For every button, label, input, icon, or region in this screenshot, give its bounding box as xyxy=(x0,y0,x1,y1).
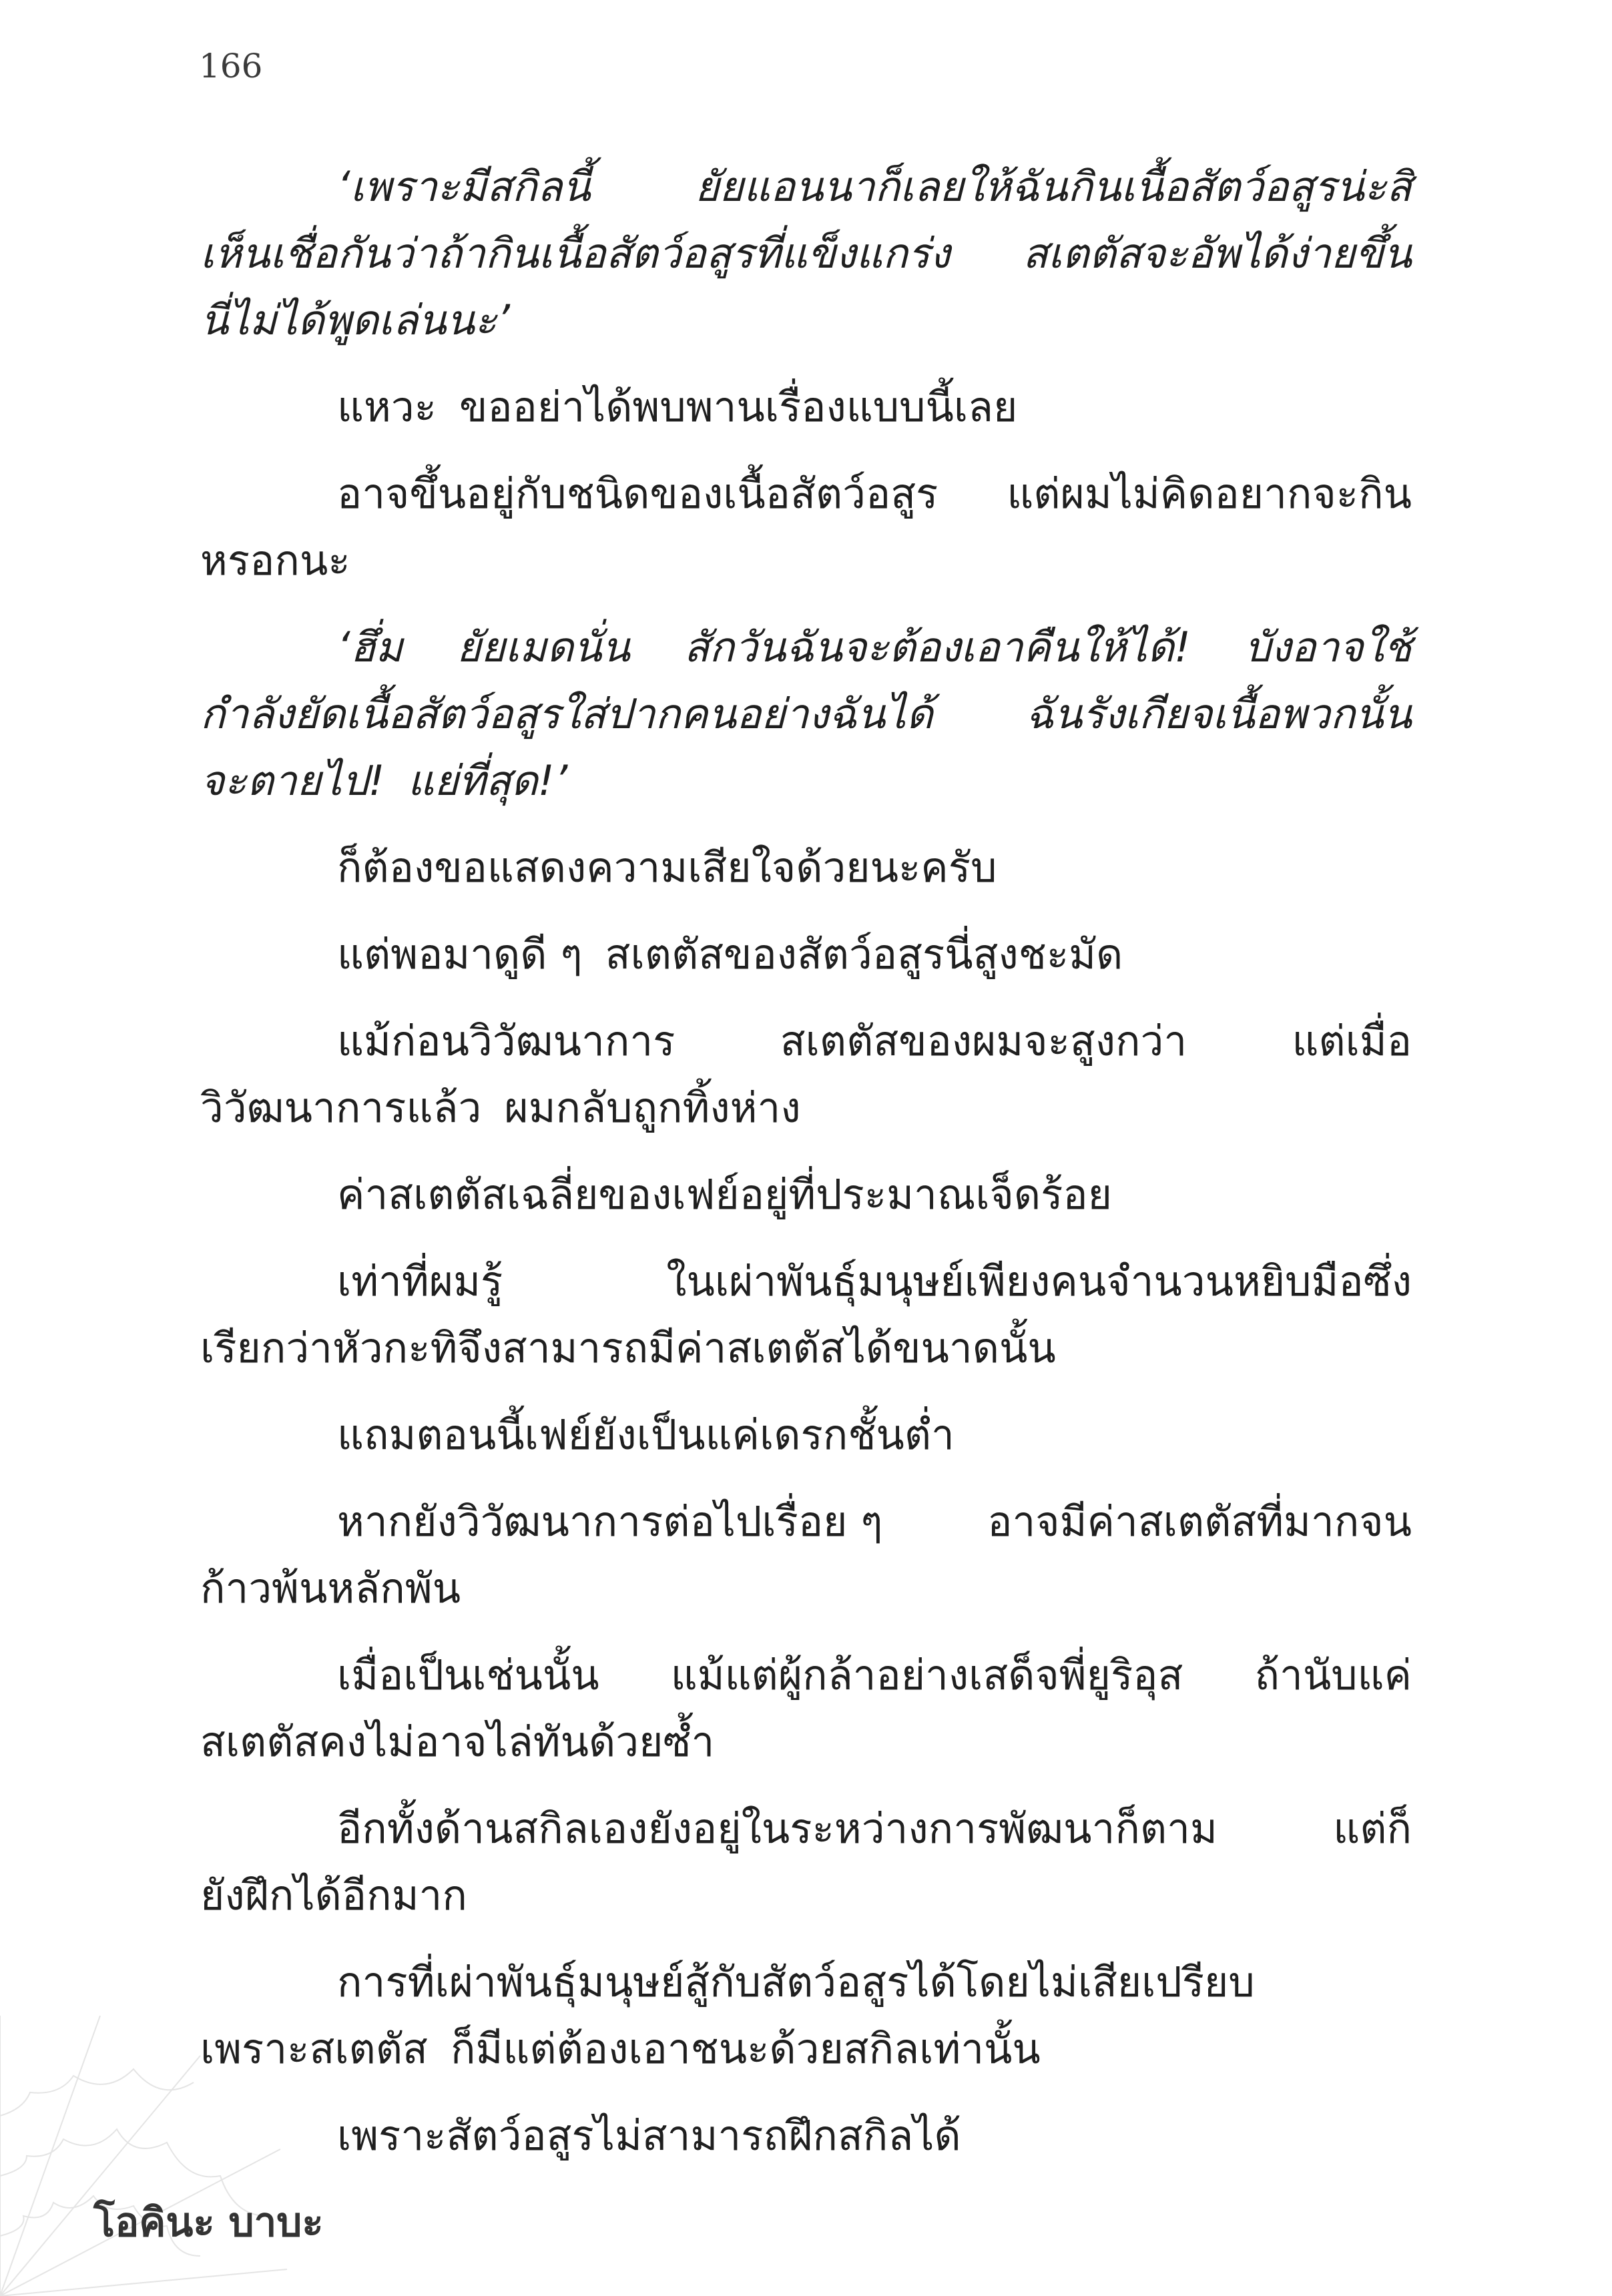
page-number: 166 xyxy=(199,47,263,85)
text-line: นี่ไม่ได้พูดเล่นนะ’ xyxy=(200,296,510,344)
text-line: ก้าวพ้นหลักพัน xyxy=(200,1564,461,1613)
text-line: ‘เพราะมีสกิลนี้ ยัยแอนนาก็เลยให้ฉันกินเนื้อสัตว์อสูรน่ะสิ xyxy=(337,162,1412,211)
text-line: กำลังยัดเนื้อสัตว์อสูรใส่ปากคนอย่างฉันได้ ฉันรังเกียจเนื้อพวกนั้น xyxy=(200,689,1412,738)
text-line: ‘ฮึ่ม ยัยเมดนั่น สักวันฉันจะต้องเอาคืนให้ได้! บังอาจใช้ xyxy=(337,623,1412,671)
text-line: แถมตอนนี้เฟย์ยังเป็นแค่เดรกชั้นต่ำ xyxy=(337,1410,955,1459)
text-line: หรอกนะ xyxy=(200,536,350,585)
text-line: หากยังวิวัฒนาการต่อไปเรื่อย ๆ อาจมีค่าสเตตัสที่มากจน xyxy=(337,1497,1412,1546)
text-line: เพราะสเตตัส ก็มีแต่ต้องเอาชนะด้วยสกิลเท่านั้น xyxy=(200,2024,1041,2073)
text-line: วิวัฒนาการแล้ว ผมกลับถูกทิ้งห่าง xyxy=(200,1083,801,1132)
text-line: แต่พอมาดูดี ๆ สเตตัสของสัตว์อสูรนี่สูงชะมัด xyxy=(337,930,1123,978)
text-line: เพราะสัตว์อสูรไม่สามารถฝึกสกิลได้ xyxy=(337,2111,961,2160)
text-line: ค่าสเตตัสเฉลี่ยของเฟย์อยู่ที่ประมาณเจ็ดร้อย xyxy=(337,1170,1112,1219)
text-line: จะตายไป! แย่ที่สุด!’ xyxy=(200,756,568,805)
text-line: สเตตัสคงไม่อาจไล่ทันด้วยซ้ำ xyxy=(200,1717,715,1766)
text-line: ก็ต้องขอแสดงความเสียใจด้วยนะครับ xyxy=(337,843,997,892)
text-line: เรียกว่าหัวกะทิจึงสามารถมีค่าสเตตัสได้ขนาดนั้น xyxy=(200,1324,1056,1372)
text-line: เมื่อเป็นเช่นนั้น แม้แต่ผู้กล้าอย่างเสด็จพี่ยูริอุส ถ้านับแค่ xyxy=(337,1651,1412,1699)
text-line: แหวะ ขออย่าได้พบพานเรื่องแบบนี้เลย xyxy=(337,382,1018,431)
spiderweb-decoration xyxy=(0,2016,287,2296)
text-line: การที่เผ่าพันธุ์มนุษย์สู้กับสัตว์อสูรได้โดยไม่เสียเปรียบ xyxy=(337,1958,1255,2006)
text-line: ยังฝึกได้อีกมาก xyxy=(200,1871,467,1920)
text-line: เท่าที่ผมรู้ ในเผ่าพันธุ์มนุษย์เพียงคนจำนวนหยิบมือซึ่ง xyxy=(337,1257,1412,1306)
text-line: เห็นเชื่อกันว่าถ้ากินเนื้อสัตว์อสูรที่แข็งแกร่ง สเตตัสจะอัพได้ง่ายขึ้น xyxy=(200,229,1412,278)
text-line: อาจขึ้นอยู่กับชนิดของเนื้อสัตว์อสูร แต่ผมไม่คิดอยากจะกิน xyxy=(337,469,1412,518)
footer-author: โอคินะ บาบะ xyxy=(93,2199,324,2246)
text-line: อีกทั้งด้านสกิลเองยังอยู่ในระหว่างการพัฒนาก็ตาม แต่ก็ xyxy=(337,1804,1412,1853)
text-line: แม้ก่อนวิวัฒนาการ สเตตัสของผมจะสูงกว่า แต่เมื่อ xyxy=(337,1017,1412,1065)
